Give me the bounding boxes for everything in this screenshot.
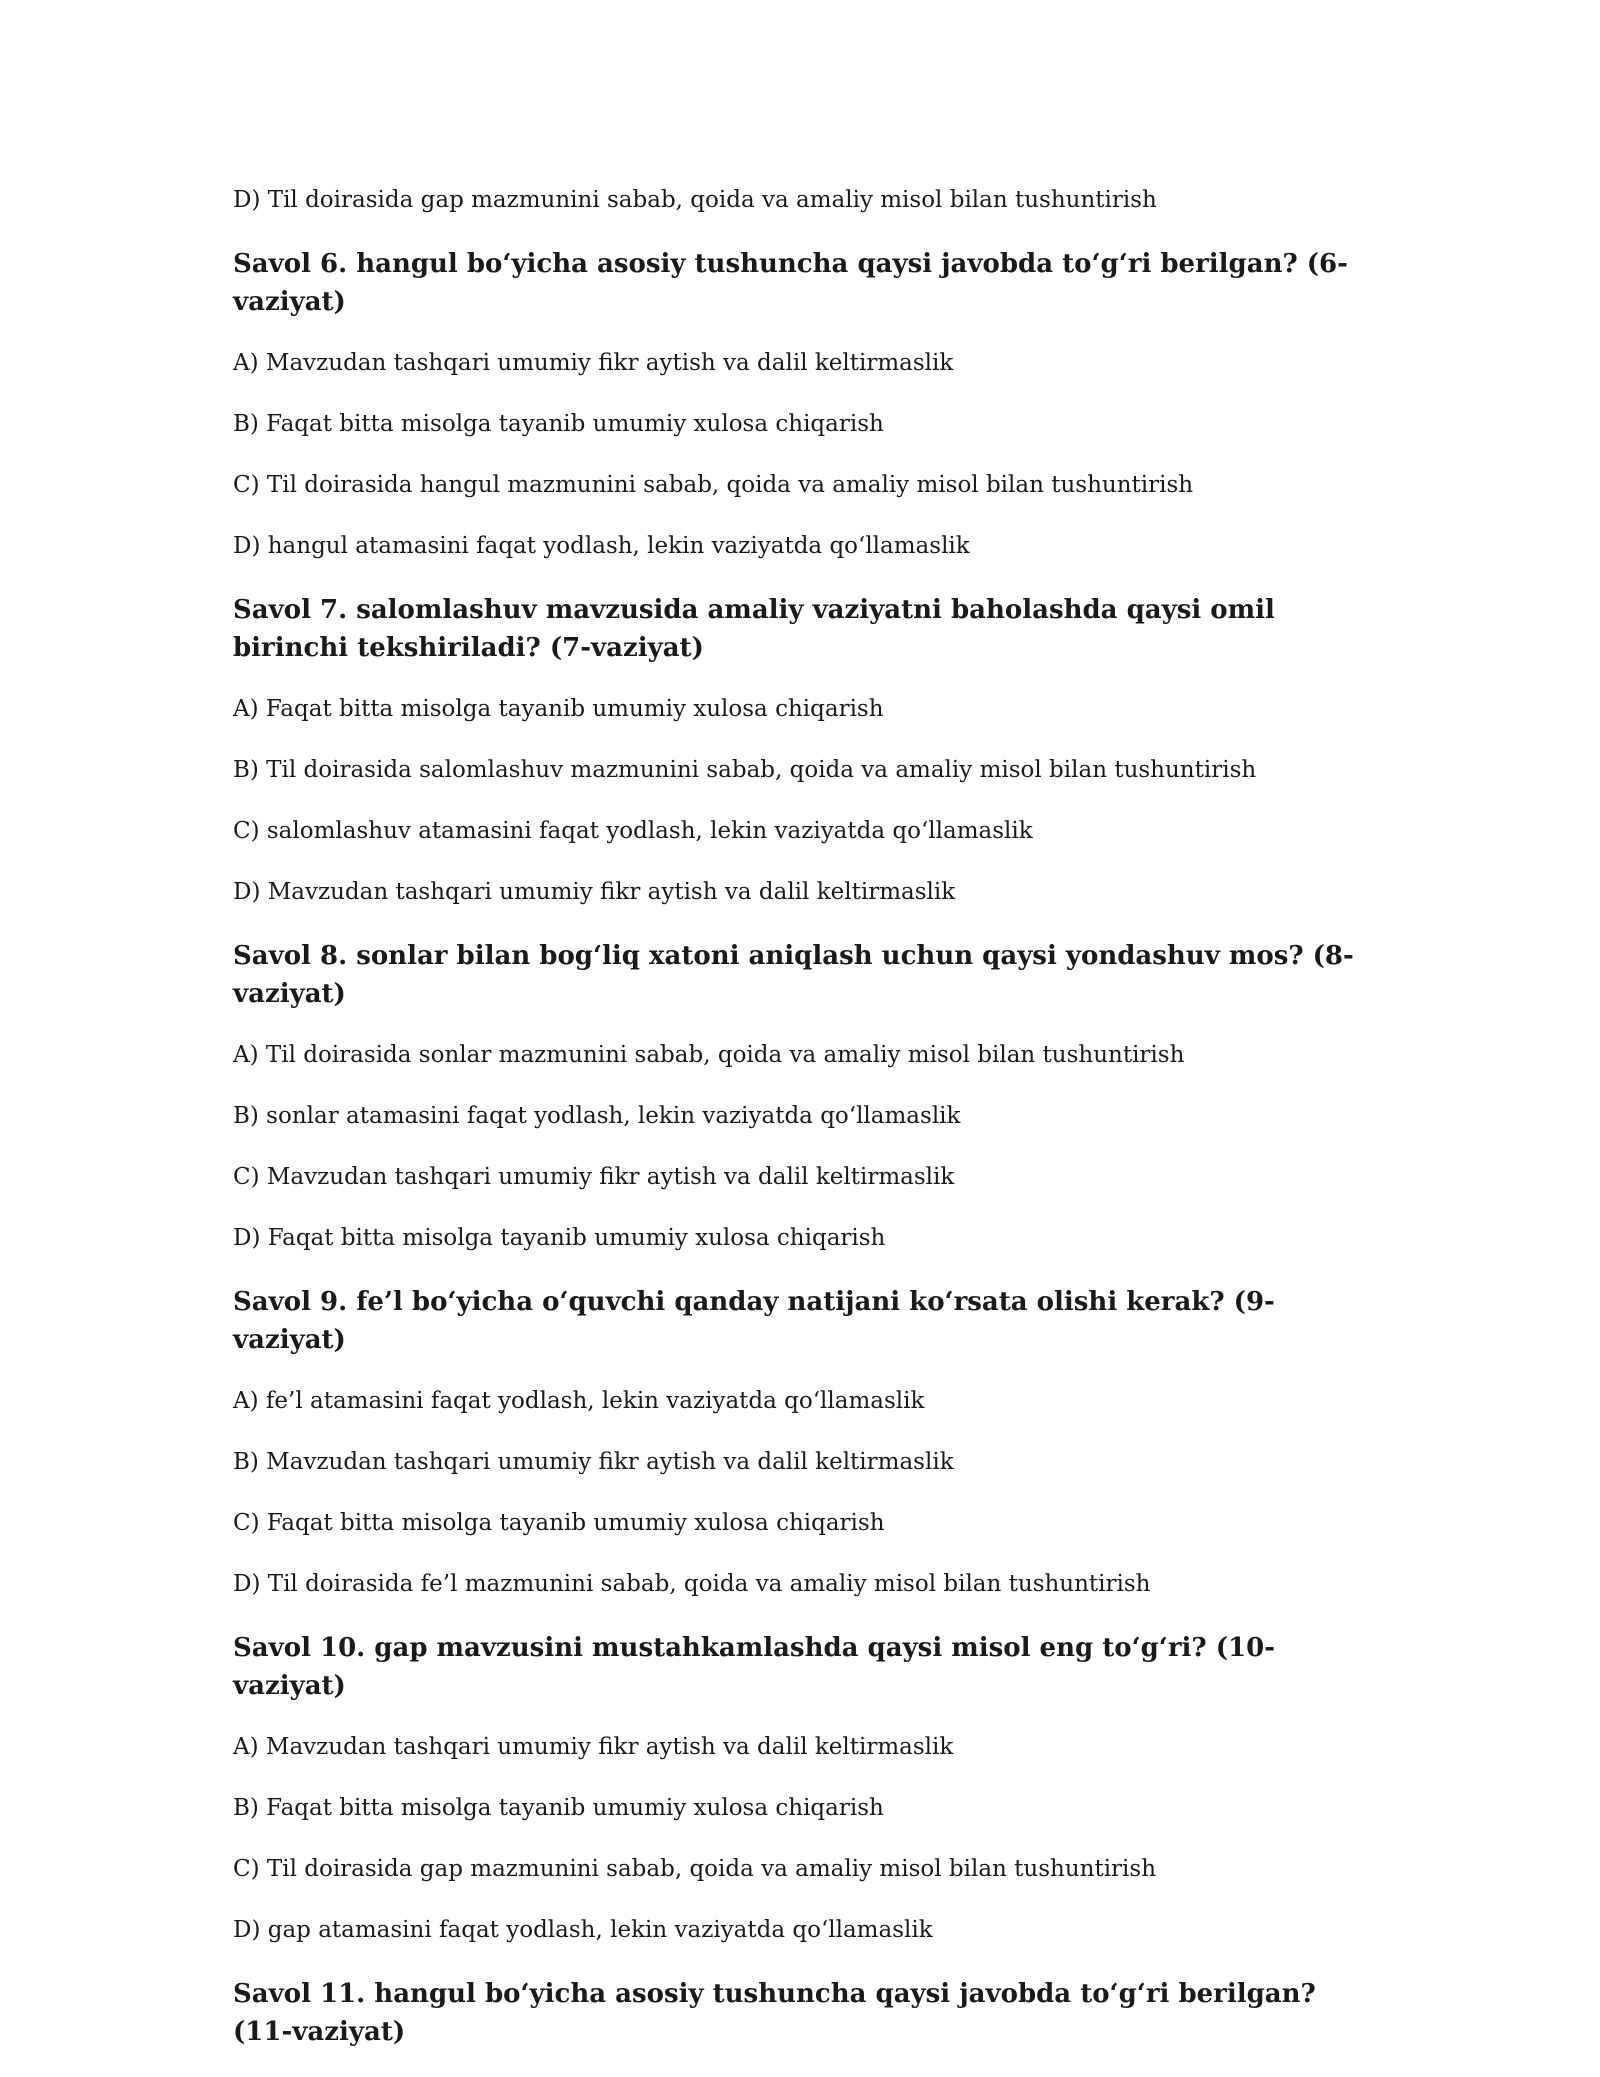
question-title: Savol 9. fe’l bo‘yicha o‘quvchi qanday natijani ko‘rsata olishi kerak? (9-vaziyat) <box>233 1287 1275 1355</box>
option-a: A) Mavzudan tashqari umumiy fikr aytish va dalil keltirmaslik <box>233 350 954 376</box>
question-8 <box>233 937 1363 1254</box>
option-a: A) Mavzudan tashqari umumiy fikr aytish va dalil keltirmaslik <box>233 1734 954 1760</box>
option-b: B) Faqat bitta misolga tayanib umumiy xulosa chiqarish <box>233 411 884 437</box>
option-d: D) Til doirasida gap mazmunini sabab, qoida va amaliy misol bilan tushuntirish <box>233 187 1157 213</box>
question-title: Savol 7. salomlashuv mavzusida amaliy vaziyatni baholashda qaysi omil birinchi tekshiriladi? (7-vaziyat) <box>233 595 1275 663</box>
option-a: A) Til doirasida sonlar mazmunini sabab, qoida va amaliy misol bilan tushuntirish <box>233 1042 1185 1068</box>
option-b: B) Faqat bitta misolga tayanib umumiy xulosa chiqarish <box>233 1795 884 1821</box>
question-10 <box>233 1629 1363 1946</box>
option-c: C) Faqat bitta misolga tayanib umumiy xulosa chiqarish <box>233 1510 885 1536</box>
question-title: Savol 11. hangul bo‘yicha asosiy tushuncha qaysi javobda to‘g‘ri berilgan? (11-vaziyat) <box>233 1979 1316 2047</box>
option-b: B) sonlar atamasini faqat yodlash, lekin vaziyatda qo‘llamaslik <box>233 1103 961 1129</box>
question-title: Savol 10. gap mavzusini mustahkamlashda qaysi misol eng to‘g‘ri? (10-vaziyat) <box>233 1633 1275 1701</box>
question-9 <box>233 1283 1363 1600</box>
option-d: D) gap atamasini faqat yodlash, lekin vaziyatda qo‘llamaslik <box>233 1917 933 1943</box>
option-d: D) Til doirasida fe’l mazmunini sabab, qoida va amaliy misol bilan tushuntirish <box>233 1571 1151 1597</box>
option-c: C) Til doirasida gap mazmunini sabab, qoida va amaliy misol bilan tushuntirish <box>233 1856 1157 1882</box>
option-a: A) Faqat bitta misolga tayanib umumiy xulosa chiqarish <box>233 696 884 722</box>
question-title: Savol 8. sonlar bilan bog‘liq xatoni aniqlash uchun qaysi yondashuv mos? (8-vaziyat) <box>233 941 1354 1009</box>
option-c: C) Mavzudan tashqari umumiy fikr aytish va dalil keltirmaslik <box>233 1164 955 1190</box>
option-a: A) fe’l atamasini faqat yodlash, lekin vaziyatda qo‘llamaslik <box>233 1388 925 1414</box>
document-page <box>233 184 1363 2077</box>
option-d: D) Faqat bitta misolga tayanib umumiy xulosa chiqarish <box>233 1225 886 1251</box>
option-c: C) salomlashuv atamasini faqat yodlash, lekin vaziyatda qo‘llamaslik <box>233 818 1033 844</box>
option-b: B) Mavzudan tashqari umumiy fikr aytish va dalil keltirmaslik <box>233 1449 954 1475</box>
option-d: D) Mavzudan tashqari umumiy fikr aytish va dalil keltirmaslik <box>233 879 956 905</box>
question-title: Savol 6. hangul bo‘yicha asosiy tushuncha qaysi javobda to‘g‘ri berilgan? (6-vaziyat) <box>233 249 1348 317</box>
option-d: D) hangul atamasini faqat yodlash, lekin vaziyatda qo‘llamaslik <box>233 533 970 559</box>
question-6 <box>233 245 1363 562</box>
question-7 <box>233 591 1363 908</box>
question-11 <box>233 1975 1363 2051</box>
option-b: B) Til doirasida salomlashuv mazmunini sabab, qoida va amaliy misol bilan tushuntirish <box>233 757 1257 783</box>
option-c: C) Til doirasida hangul mazmunini sabab, qoida va amaliy misol bilan tushuntirish <box>233 472 1194 498</box>
